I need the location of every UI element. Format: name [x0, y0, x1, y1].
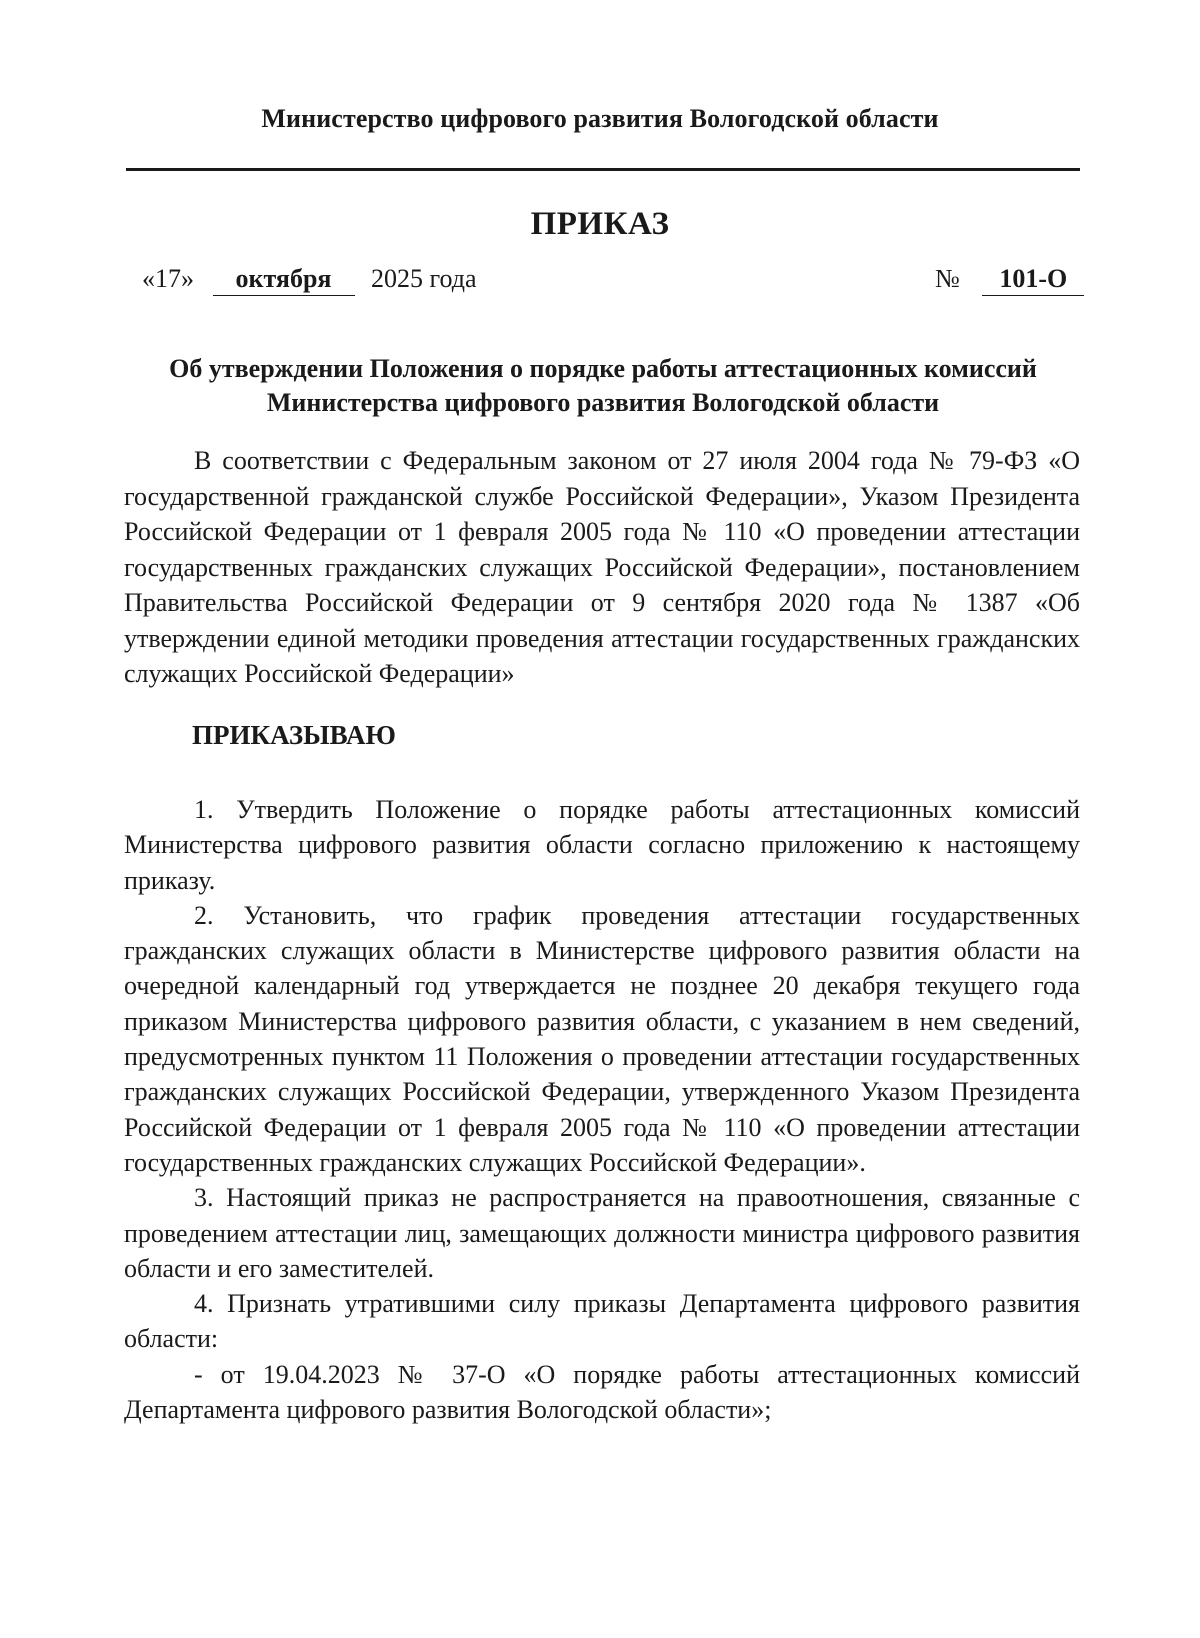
- order-subject: [126, 352, 1080, 420]
- order-item-3: 3. Настоящий приказ не распространяется на правоотношения, связанные с проведением аттестации лиц, замещающих должности министра цифрового развития области и его заместителей.: [124, 1183, 1080, 1283]
- order-subject-line-1: Об утверждении Положения о порядке работы аттестационных комиссий: [169, 354, 1037, 383]
- order-number: [935, 264, 1084, 296]
- order-date-day: «17»: [142, 264, 194, 293]
- order-subject-line-2: Министерства цифрового развития Вологодской области: [266, 388, 940, 417]
- document-title: ПРИКАЗ: [530, 206, 670, 242]
- ministry-name: Министерство цифрового развития Вологодской области: [261, 104, 939, 133]
- order-item-1: 1. Утвердить Положение о порядке работы аттестационных комиссий Министерства цифрового развития области согласно приложению к настоящему приказу.: [124, 795, 1080, 895]
- order-items: [124, 792, 1080, 1427]
- header-divider: [126, 168, 1080, 171]
- order-number-sign: №: [935, 264, 960, 293]
- order-directive: ПРИКАЗЫВАЮ: [192, 720, 396, 750]
- order-date-month: октября: [213, 264, 355, 296]
- order-number-value: 101-О: [982, 264, 1084, 296]
- order-item-2: 2. Установить, что график проведения аттестации государственных гражданских служащих области в Министерстве цифрового развития области на очередной календарный год утверждается не позднее 20 декабря текущего года приказом Министерства цифрового развития области, с указанием в нем сведений, предусмотренных пунктом 11 Положения о проведении аттестации государственных гражданских служащих Российской Федерации, утвержденного Указом Президента Российской Федерации от 1 февраля 2005 года № 110 «О проведении аттестации государственных гражданских служащих Российской Федерации».: [124, 900, 1080, 1177]
- order-item-4: 4. Признать утратившими силу приказы Департамента цифрового развития области:: [124, 1289, 1080, 1354]
- preamble-paragraph: В соответствии с Федеральным законом от 27 июля 2004 года № 79-ФЗ «О государственной гражданской службе Российской Федерации», Указом Президента Российской Федерации от 1 февраля 2005 года № 110 «О проведении аттестации государственных гражданских служащих Российской Федерации», постановлением Правительства Российской Федерации от 9 сентября 2020 года № 1387 «Об утверждении единой методики проведения аттестации государственных гражданских служащих Российской Федерации»: [124, 446, 1080, 688]
- order-date: [142, 264, 477, 296]
- order-item-4-subitem: - от 19.04.2023 № 37-О «О порядке работы аттестационных комиссий Департамента цифрового развития Вологодской области»;: [124, 1359, 1080, 1425]
- order-date-year: 2025 года: [371, 264, 477, 293]
